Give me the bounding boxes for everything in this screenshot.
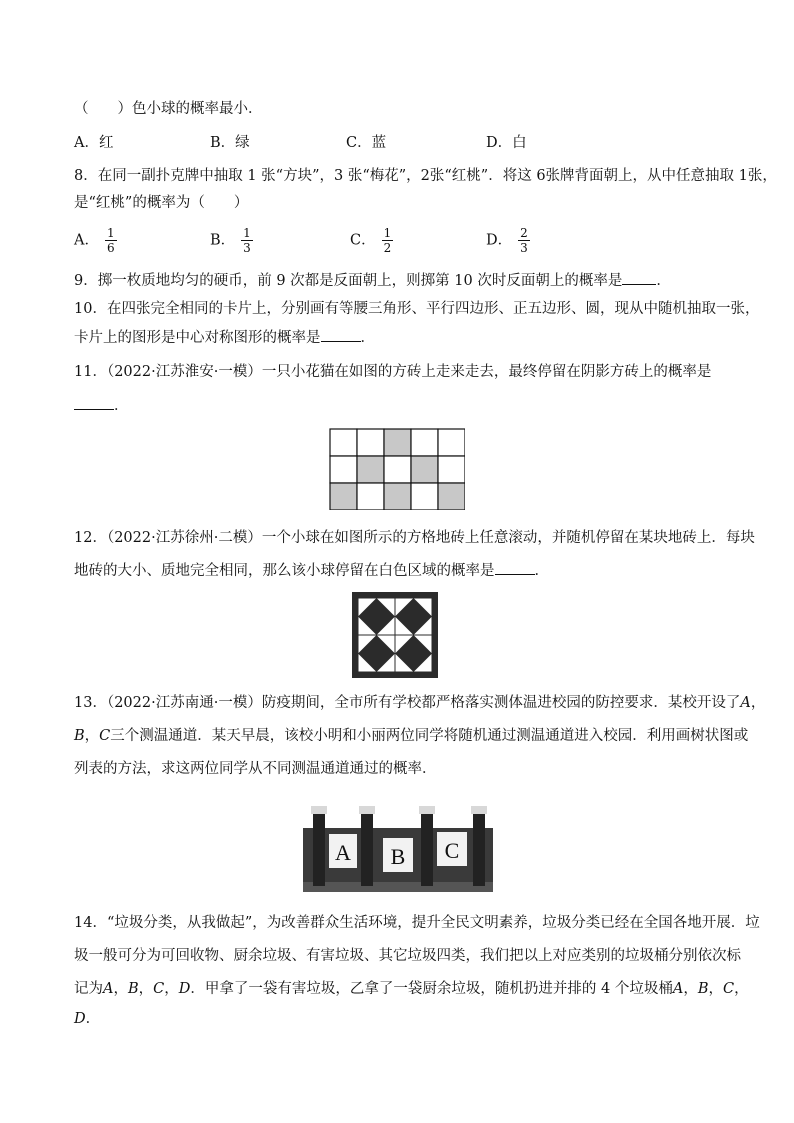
comma: ， bbox=[734, 981, 749, 997]
var-b: B bbox=[74, 728, 85, 744]
white-tile bbox=[330, 456, 357, 483]
q10-end: ． bbox=[360, 330, 375, 346]
gate-label-c: C bbox=[444, 838, 460, 863]
comma: ， bbox=[750, 695, 766, 711]
white-tile bbox=[411, 429, 438, 456]
white-tile bbox=[438, 456, 465, 483]
q8-option-b-letter: B． bbox=[210, 232, 236, 249]
var-c: C bbox=[153, 981, 165, 997]
white-tile bbox=[438, 429, 465, 456]
white-tile bbox=[357, 429, 384, 456]
q7-option-d[interactable]: D．白 bbox=[486, 135, 527, 151]
var-d: D bbox=[178, 981, 191, 997]
fraction bbox=[382, 226, 394, 255]
fraction-numerator: 1 bbox=[243, 226, 251, 240]
shaded-tile bbox=[384, 429, 411, 456]
q10-stem-line2 bbox=[74, 327, 375, 348]
comma: ， bbox=[84, 728, 100, 744]
shaded-tile bbox=[438, 483, 465, 510]
q12-end: ． bbox=[534, 563, 549, 579]
fraction-numerator: 1 bbox=[106, 226, 115, 240]
q14-stem-line2: 圾一般可分为可回收物、厨余垃圾、有害垃圾、其它垃圾四类，我们把以上对应类别的垃圾桶分别依次标 bbox=[74, 948, 741, 964]
fraction-denominator: 3 bbox=[243, 241, 251, 255]
q14-text: 记为 bbox=[74, 981, 103, 997]
var-c: C bbox=[722, 981, 735, 997]
gate-label-b: B bbox=[390, 844, 406, 869]
q13-text: 13．（2022·江苏南通·一模）防疫期间，全市所有学校都严格落实测体温进校园的防控要求．某校开设了 bbox=[74, 695, 741, 711]
var-a: A bbox=[103, 981, 114, 997]
answer-blank[interactable] bbox=[74, 395, 114, 410]
shaded-tile bbox=[330, 483, 357, 510]
q14-stem-line4 bbox=[74, 1009, 100, 1029]
q14-stem-line3 bbox=[74, 979, 749, 999]
q7-option-c[interactable]: C．蓝 bbox=[346, 135, 387, 151]
shaded-tile bbox=[384, 483, 411, 510]
q8-option-b[interactable] bbox=[210, 226, 253, 255]
fraction bbox=[241, 226, 253, 255]
q7-stem: （ ）色小球的概率最小． bbox=[74, 101, 263, 117]
q14-end: ． bbox=[85, 1011, 101, 1027]
q11-end: ． bbox=[114, 398, 129, 414]
q14-stem-line1: 14．“垃圾分类，从我做起”，为改善群众生活环境，提升全民文明素养，垃圾分类已经在全国各地开展．垃 bbox=[74, 915, 760, 931]
q13-stem-line3: 列表的方法，求这两位同学从不同测温通道通过的概率． bbox=[74, 761, 437, 777]
comma: ， bbox=[113, 981, 128, 997]
q11-stem-line2 bbox=[74, 395, 129, 416]
q13-gate-photo bbox=[295, 800, 500, 900]
q12-text: 地砖的大小、质地完全相同，那么该小球停留在白色区域的概率是 bbox=[74, 563, 495, 579]
fraction bbox=[105, 226, 117, 255]
q9-stem bbox=[74, 270, 671, 291]
q8-option-a[interactable] bbox=[74, 226, 117, 255]
q14-text: ．甲拿了一袋有害垃圾，乙拿了一袋厨余垃圾，随机扔进并排的 4 个垃圾桶 bbox=[190, 981, 673, 997]
comma: ， bbox=[138, 981, 154, 997]
q13-stem-line1 bbox=[74, 693, 765, 713]
fraction-numerator: 2 bbox=[520, 226, 528, 240]
answer-blank[interactable] bbox=[321, 327, 361, 342]
q13-stem-line2 bbox=[74, 726, 748, 746]
white-tile bbox=[330, 429, 357, 456]
gate-label-a: A bbox=[335, 840, 351, 865]
fraction-numerator: 1 bbox=[383, 226, 392, 240]
q11-stem-line1: 11．（2022·江苏淮安·一模）一只小花猫在如图的方砖上走来走去，最终停留在阴影方砖上的概率是 bbox=[74, 364, 712, 380]
gate-pillar bbox=[311, 806, 327, 886]
shaded-tile bbox=[357, 456, 384, 483]
fraction-denominator: 6 bbox=[106, 241, 115, 255]
q8-option-d-letter: D． bbox=[486, 232, 513, 249]
comma: ， bbox=[164, 981, 179, 997]
fraction bbox=[518, 226, 530, 255]
q9-text: 9．掷一枚质地均匀的硬币，前 9 次都是反面朝上，则掷第 10 次时反面朝上的概率是 bbox=[74, 273, 623, 289]
q12-stem-line1: 12．（2022·江苏徐州·二模）一个小球在如图所示的方格地砖上任意滚动，并随机停留在某块地砖上．每块 bbox=[74, 530, 755, 546]
comma: ， bbox=[683, 981, 698, 997]
answer-blank[interactable] bbox=[622, 270, 656, 285]
white-tile bbox=[357, 483, 384, 510]
q12-stem-line2 bbox=[74, 560, 549, 581]
q8-option-c[interactable] bbox=[350, 226, 393, 255]
shaded-tile bbox=[411, 456, 438, 483]
answer-blank[interactable] bbox=[495, 560, 535, 575]
var-a: A bbox=[740, 695, 751, 711]
q7-option-a[interactable]: A．红 bbox=[74, 135, 114, 151]
var-a: A bbox=[672, 981, 684, 997]
q10-stem-line1: 10．在四张完全相同的卡片上，分别画有等腰三角形、平行四边形、正五边形、圆，现从中随机抽取一张， bbox=[74, 301, 760, 317]
q8-stem-line1: 8．在同一副扑克牌中抽取 1 张“方块”，3 张“梅花”，2张“红桃”．将这 6张牌背面朝上，从中任意抽取 1张， bbox=[74, 168, 777, 184]
q8-option-a-letter: A． bbox=[74, 232, 99, 249]
q8-option-c-letter: C． bbox=[350, 232, 376, 249]
q8-option-d[interactable] bbox=[486, 226, 530, 255]
gate-base bbox=[303, 882, 493, 892]
gate-pillar bbox=[471, 806, 487, 886]
var-d: D bbox=[74, 1011, 86, 1027]
q13-text: 三个测温通道．某天早晨，该校小明和小丽两位同学将随机通过测温通道进入校园．利用画树状图或 bbox=[110, 728, 749, 744]
q12-pattern-tile bbox=[352, 592, 438, 678]
var-c: C bbox=[99, 728, 111, 744]
q10-text: 卡片上的图形是中心对称图形的概率是 bbox=[74, 330, 321, 346]
var-b: B bbox=[127, 981, 139, 997]
fraction-denominator: 2 bbox=[383, 241, 392, 255]
fraction-denominator: 3 bbox=[520, 241, 528, 255]
gate-pillar bbox=[419, 806, 435, 886]
q7-option-b[interactable]: B．绿 bbox=[210, 135, 250, 151]
gate-pillar bbox=[359, 806, 375, 886]
q9-end: ． bbox=[656, 273, 671, 289]
q8-stem-line2: 是“红桃”的概率为（ ） bbox=[74, 195, 249, 211]
var-b: B bbox=[697, 981, 709, 997]
comma: ， bbox=[708, 981, 723, 997]
q11-tile-grid bbox=[329, 428, 465, 510]
white-tile bbox=[384, 456, 411, 483]
white-tile bbox=[411, 483, 438, 510]
